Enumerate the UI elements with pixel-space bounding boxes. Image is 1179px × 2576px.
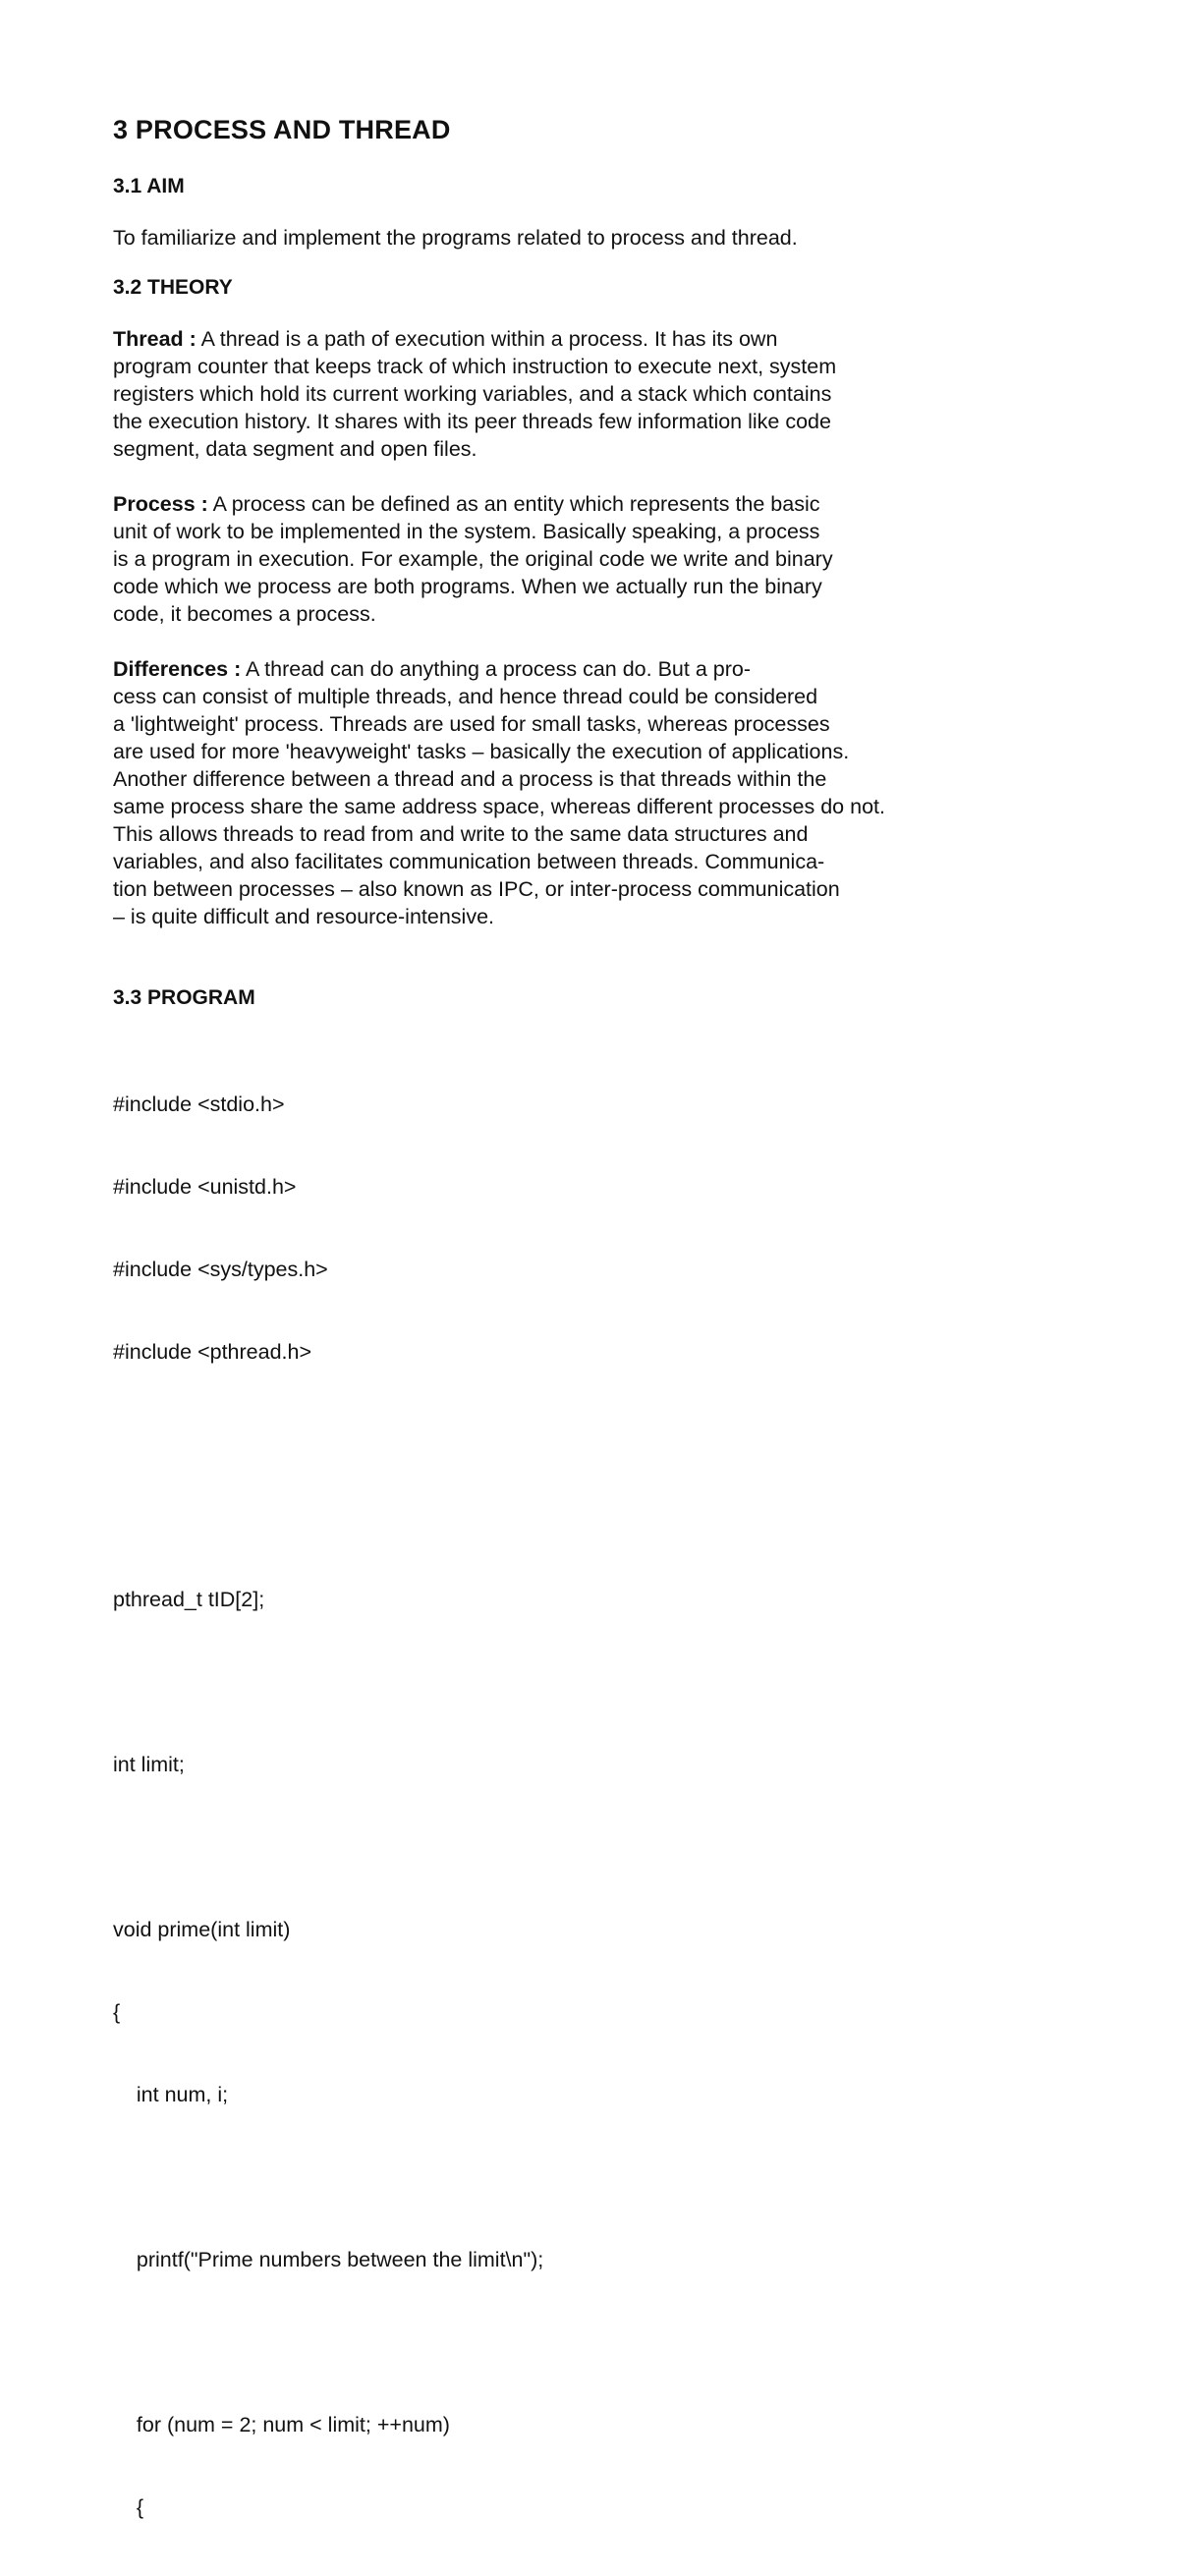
code-line: void prime(int limit) bbox=[113, 1918, 291, 1941]
code-line bbox=[113, 1503, 1095, 1531]
code-line: #include <pthread.h> bbox=[113, 1340, 312, 1364]
thread-line: Thread : A thread is a path of execution within a process. It has its own bbox=[113, 327, 778, 351]
code-line: pthread_t tID[2]; bbox=[113, 1588, 265, 1611]
differences-line: tion between processes – also known as IPC, or inter-process communication bbox=[113, 877, 840, 901]
code-line: printf("Prime numbers between the limit\n"); bbox=[113, 2248, 544, 2271]
process-line: Process : A process can be defined as an entity which represents the basic bbox=[113, 492, 820, 516]
differences-line: same process share the same address space, whereas different processes do not. bbox=[113, 795, 885, 818]
code-listing bbox=[113, 1036, 1095, 2576]
differences-line: are used for more 'heavyweight' tasks – basically the execution of applications. bbox=[113, 740, 850, 763]
aim-text: To familiarize and implement the programs related to process and thread. bbox=[113, 226, 798, 250]
chapter-title: 3 PROCESS AND THREAD bbox=[113, 115, 451, 144]
code-line bbox=[113, 1421, 1095, 1448]
code-line: { bbox=[113, 2000, 121, 2024]
code-line bbox=[113, 1833, 1095, 1861]
thread-line: segment, data segment and open files. bbox=[113, 437, 477, 461]
aim-heading: 3.1 AIM bbox=[113, 175, 185, 197]
code-line: int limit; bbox=[113, 1753, 185, 1776]
code-line: #include <unistd.h> bbox=[113, 1175, 297, 1199]
code-line: #include <sys/types.h> bbox=[113, 1258, 328, 1281]
code-line bbox=[113, 1668, 1095, 1696]
differences-paragraph bbox=[113, 655, 1095, 930]
process-paragraph bbox=[113, 490, 1095, 628]
code-line bbox=[113, 2163, 1095, 2191]
theory-heading: 3.2 THEORY bbox=[113, 276, 233, 299]
program-heading: 3.3 PROGRAM bbox=[113, 986, 255, 1009]
code-line: { bbox=[113, 2495, 144, 2519]
differences-line: Differences : A thread can do anything a process can do. But a pro- bbox=[113, 657, 751, 681]
process-line: unit of work to be implemented in the system. Basically speaking, a process bbox=[113, 520, 820, 543]
thread-paragraph bbox=[113, 325, 1095, 463]
differences-label: Differences : bbox=[113, 657, 242, 681]
differences-line: a 'lightweight' process. Threads are used for small tasks, whereas processes bbox=[113, 712, 830, 736]
thread-line: the execution history. It shares with its peer threads few information like code bbox=[113, 410, 831, 433]
process-line: code which we process are both programs. When we actually run the binary bbox=[113, 575, 822, 598]
thread-label: Thread : bbox=[113, 327, 196, 351]
process-line: code, it becomes a process. bbox=[113, 602, 376, 626]
code-line bbox=[113, 2328, 1095, 2356]
differences-line: – is quite difficult and resource-intensive. bbox=[113, 905, 495, 928]
code-line: int num, i; bbox=[113, 2083, 229, 2106]
differences-line: This allows threads to read from and write to the same data structures and bbox=[113, 822, 809, 846]
thread-line: program counter that keeps track of which instruction to execute next, system bbox=[113, 355, 837, 378]
process-label: Process : bbox=[113, 492, 208, 516]
thread-line: registers which hold its current working variables, and a stack which contains bbox=[113, 382, 832, 406]
differences-line: cess can consist of multiple threads, and hence thread could be considered bbox=[113, 685, 818, 708]
differences-line: variables, and also facilitates communication between threads. Communica- bbox=[113, 850, 825, 873]
differences-line: Another difference between a thread and a process is that threads within the bbox=[113, 767, 827, 791]
document-content bbox=[113, 110, 1095, 2576]
code-line: for (num = 2; num < limit; ++num) bbox=[113, 2413, 450, 2436]
process-line: is a program in execution. For example, the original code we write and binary bbox=[113, 547, 833, 571]
code-line: #include <stdio.h> bbox=[113, 1092, 285, 1116]
